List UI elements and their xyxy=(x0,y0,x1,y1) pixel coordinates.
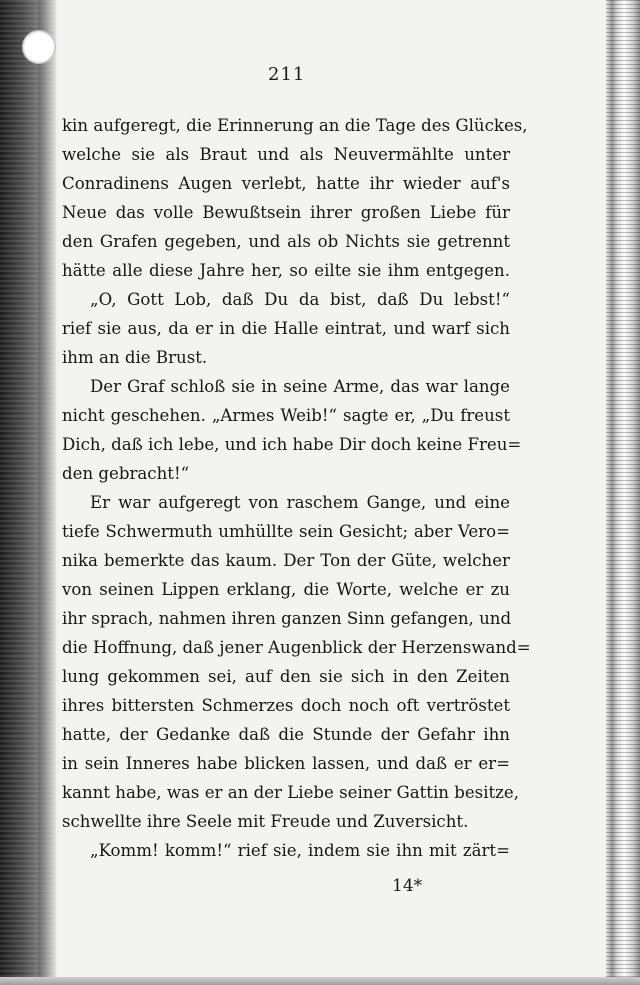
text-line: von seinen Lippen erklang, die Worte, welche er zu xyxy=(62,580,510,599)
page-number: 211 xyxy=(268,64,306,85)
text-line: schwellte ihre Seele mit Freude und Zuversicht. xyxy=(62,812,469,831)
text-line: kin aufgeregt, die Erinnerung an die Tage des Glückes, xyxy=(62,116,528,135)
scan-edge-right xyxy=(606,0,640,985)
text-line: welche sie als Braut und als Neuvermählte unter xyxy=(62,145,510,164)
text-line: Dich, daß ich lebe, und ich habe Dir doch keine Freu= xyxy=(62,435,522,454)
text-line: die Hoffnung, daß jener Augenblick der Herzenswand= xyxy=(62,638,531,657)
text-line: nicht geschehen. „Armes Weib!“ sagte er, „Du freust xyxy=(62,406,510,425)
text-line: „O, Gott Lob, daß Du da bist, daß Du lebst!“ xyxy=(90,290,510,309)
text-line: Er war aufgeregt von raschem Gange, und eine xyxy=(90,493,510,512)
text-line: nika bemerkte das kaum. Der Ton der Güte, welcher xyxy=(62,551,510,570)
text-line: hätte alle diese Jahre her, so eilte sie ihm entgegen. xyxy=(62,261,510,280)
text-line: ihr sprach, nahmen ihren ganzen Sinn gefangen, und xyxy=(62,609,512,628)
text-line: Der Graf schloß sie in seine Arme, das war lange xyxy=(90,377,510,396)
printer-signature-mark: 14* xyxy=(392,876,423,896)
scan-edge-bottom xyxy=(0,977,640,985)
text-line: „Komm! komm!“ rief sie, indem sie ihn mit zärt= xyxy=(90,841,510,860)
scan-shadow-gradient xyxy=(38,0,60,985)
text-line: den Grafen gegeben, und als ob Nichts sie getrennt xyxy=(62,232,510,251)
text-line: in sein Inneres habe blicken lassen, und daß er er= xyxy=(62,754,510,773)
text-line: den gebracht!“ xyxy=(62,464,190,483)
text-line: kannt habe, was er an der Liebe seiner Gattin besitze, xyxy=(62,783,520,802)
punch-hole xyxy=(22,30,56,64)
text-line: Conradinens Augen verlebt, hatte ihr wieder auf's xyxy=(62,174,510,193)
text-line: hatte, der Gedanke daß die Stunde der Gefahr ihn xyxy=(62,725,510,744)
text-line: lung gekommen sei, auf den sie sich in den Zeiten xyxy=(62,667,510,686)
text-line: tiefe Schwermuth umhüllte sein Gesicht; aber Vero= xyxy=(62,522,510,541)
text-line: rief sie aus, da er in die Halle eintrat, und warf sich xyxy=(62,319,510,338)
text-line: Neue das volle Bewußtsein ihrer großen Liebe für xyxy=(62,203,510,222)
text-line: ihres bittersten Schmerzes doch noch oft vertröstet xyxy=(62,696,510,715)
text-line: ihm an die Brust. xyxy=(62,348,208,367)
